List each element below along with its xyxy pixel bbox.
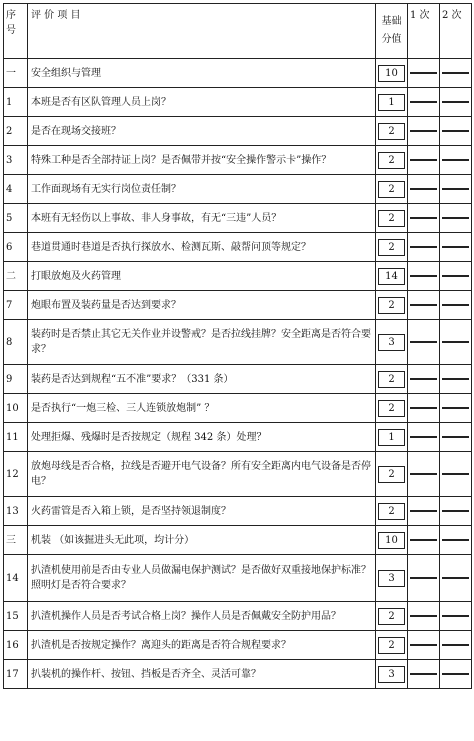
- table-row: [4, 59, 472, 88]
- row-score: 2: [378, 466, 405, 483]
- row-number: 14: [4, 555, 28, 602]
- table-row: [4, 320, 472, 365]
- row-count-1-box: [410, 275, 437, 277]
- row-count-2-cell: [440, 262, 472, 291]
- table-row: [4, 497, 472, 526]
- table-body: [4, 4, 472, 689]
- row-count-1-cell: [408, 204, 440, 233]
- row-count-2-box: [442, 673, 469, 675]
- row-number: 12: [4, 452, 28, 497]
- row-count-1-cell: [408, 117, 440, 146]
- row-count-2-box: [442, 510, 469, 512]
- row-score: 10: [378, 532, 405, 549]
- table-row: [4, 526, 472, 555]
- row-count-1-cell: [408, 365, 440, 394]
- table-row: [4, 602, 472, 631]
- row-score-cell: [376, 59, 408, 88]
- header-count-1: 1 次: [408, 4, 440, 59]
- row-number: 15: [4, 602, 28, 631]
- header-count-2: 2 次: [440, 4, 472, 59]
- row-count-2-box: [442, 304, 469, 306]
- table-row: [4, 146, 472, 175]
- row-count-1-cell: [408, 526, 440, 555]
- row-number: 11: [4, 423, 28, 452]
- row-count-1-box: [410, 615, 437, 617]
- table-row: [4, 660, 472, 689]
- row-count-2-box: [442, 615, 469, 617]
- row-count-1-box: [410, 473, 437, 475]
- row-count-2-box: [442, 473, 469, 475]
- row-count-1-box: [410, 341, 437, 343]
- row-score-cell: [376, 555, 408, 602]
- row-number: 4: [4, 175, 28, 204]
- header-score-line1: 基础: [381, 16, 402, 27]
- row-score-cell: [376, 660, 408, 689]
- row-score: 2: [378, 123, 405, 140]
- row-item: 装药是否达到规程“五不准”要求？（331 条）: [28, 365, 376, 394]
- row-count-1-cell: [408, 631, 440, 660]
- row-item: 火药雷管是否入箱上锁，是否坚持领退制度？: [28, 497, 376, 526]
- row-count-1-box: [410, 130, 437, 132]
- row-count-2-cell: [440, 497, 472, 526]
- row-count-1-cell: [408, 452, 440, 497]
- row-score: 2: [378, 400, 405, 417]
- row-count-2-cell: [440, 204, 472, 233]
- row-score-cell: [376, 497, 408, 526]
- row-count-2-box: [442, 188, 469, 190]
- row-item: 处理拒爆、残爆时是否按规定（规程 342 条）处理？: [28, 423, 376, 452]
- row-item: 放炮母线是否合格，拉线是否避开电气设备？所有安全距离内电气设备是否停电？: [28, 452, 376, 497]
- row-count-1-box: [410, 644, 437, 646]
- row-count-1-box: [410, 217, 437, 219]
- table-row: [4, 233, 472, 262]
- row-score-cell: [376, 394, 408, 423]
- row-count-1-box: [410, 510, 437, 512]
- table-row: [4, 423, 472, 452]
- row-score: 2: [378, 637, 405, 654]
- table-row: [4, 204, 472, 233]
- row-count-2-cell: [440, 452, 472, 497]
- row-number: 13: [4, 497, 28, 526]
- row-count-1-box: [410, 436, 437, 438]
- row-number: 二: [4, 262, 28, 291]
- table-row: [4, 555, 472, 602]
- row-count-2-cell: [440, 146, 472, 175]
- row-count-2-box: [442, 130, 469, 132]
- row-count-2-cell: [440, 291, 472, 320]
- row-count-2-box: [442, 72, 469, 74]
- row-score-cell: [376, 117, 408, 146]
- row-count-1-box: [410, 101, 437, 103]
- row-item: 特殊工种是否全部持证上岗？是否佩带并按“安全操作警示卡”操作？: [28, 146, 376, 175]
- row-count-2-box: [442, 341, 469, 343]
- row-score: 2: [378, 239, 405, 256]
- row-count-1-cell: [408, 497, 440, 526]
- row-item: 是否执行“一炮三检、三人连锁放炮制” ？: [28, 394, 376, 423]
- row-number: 一: [4, 59, 28, 88]
- row-item: 本班有无轻伤以上事故、非人身事故，有无“三违”人员？: [28, 204, 376, 233]
- row-count-1-cell: [408, 423, 440, 452]
- row-count-2-cell: [440, 59, 472, 88]
- row-count-1-box: [410, 246, 437, 248]
- row-score: 2: [378, 210, 405, 227]
- table-row: [4, 291, 472, 320]
- row-item: 扒渣机操作人员是否考试合格上岗？操作人员是否佩戴安全防护用品？: [28, 602, 376, 631]
- row-count-2-cell: [440, 631, 472, 660]
- row-score-cell: [376, 320, 408, 365]
- header-item: 评 价 项 目: [28, 4, 376, 59]
- row-number: 10: [4, 394, 28, 423]
- row-count-2-box: [442, 159, 469, 161]
- row-item: 扒渣机使用前是否由专业人员做漏电保护测试？是否做好双重接地保护标准？照明灯是否符合要求？: [28, 555, 376, 602]
- row-score: 2: [378, 181, 405, 198]
- row-item: 工作面现场有无实行岗位责任制？: [28, 175, 376, 204]
- row-number: 8: [4, 320, 28, 365]
- row-item: 打眼放炮及火药管理: [28, 262, 376, 291]
- table-row: [4, 88, 472, 117]
- row-score-cell: [376, 602, 408, 631]
- row-score: 10: [378, 65, 405, 82]
- table-row: [4, 262, 472, 291]
- row-score-cell: [376, 291, 408, 320]
- row-score: 2: [378, 503, 405, 520]
- header-score-line2: 分值: [381, 34, 402, 45]
- row-count-2-box: [442, 275, 469, 277]
- row-count-2-box: [442, 539, 469, 541]
- row-score-cell: [376, 262, 408, 291]
- row-count-2-box: [442, 217, 469, 219]
- table-row: [4, 365, 472, 394]
- row-count-2-cell: [440, 88, 472, 117]
- row-count-2-cell: [440, 602, 472, 631]
- row-count-2-box: [442, 436, 469, 438]
- row-count-2-cell: [440, 175, 472, 204]
- row-count-1-cell: [408, 394, 440, 423]
- row-count-2-cell: [440, 526, 472, 555]
- row-count-2-box: [442, 577, 469, 579]
- row-count-1-cell: [408, 88, 440, 117]
- row-count-2-cell: [440, 394, 472, 423]
- row-count-1-box: [410, 72, 437, 74]
- row-number: 3: [4, 146, 28, 175]
- row-count-2-cell: [440, 233, 472, 262]
- table-row: [4, 394, 472, 423]
- row-count-1-cell: [408, 320, 440, 365]
- table-row: [4, 452, 472, 497]
- row-count-1-cell: [408, 175, 440, 204]
- row-count-1-cell: [408, 602, 440, 631]
- row-item: 安全组织与管理: [28, 59, 376, 88]
- row-count-1-box: [410, 304, 437, 306]
- row-item: 装药时是否禁止其它无关作业并设警戒？是否拉线挂牌？安全距离是否符合要求？: [28, 320, 376, 365]
- row-count-1-cell: [408, 233, 440, 262]
- row-score: 1: [378, 94, 405, 111]
- table-row: [4, 117, 472, 146]
- row-item: 是否在现场交接班？: [28, 117, 376, 146]
- row-count-1-box: [410, 378, 437, 380]
- row-score-cell: [376, 423, 408, 452]
- row-number: 6: [4, 233, 28, 262]
- row-count-2-cell: [440, 320, 472, 365]
- row-score: 2: [378, 297, 405, 314]
- row-score-cell: [376, 146, 408, 175]
- row-count-1-box: [410, 407, 437, 409]
- row-score: 2: [378, 152, 405, 169]
- row-score-cell: [376, 631, 408, 660]
- row-count-2-cell: [440, 365, 472, 394]
- row-count-1-cell: [408, 291, 440, 320]
- row-count-1-cell: [408, 59, 440, 88]
- row-item: 扒装机的操作杆、按钮、挡板是否齐全、灵活可靠？: [28, 660, 376, 689]
- row-score: 3: [378, 334, 405, 351]
- row-item: 扒渣机是否按规定操作？离迎头的距离是否符合规程要求？: [28, 631, 376, 660]
- row-score-cell: [376, 175, 408, 204]
- row-item: 本班是否有区队管理人员上岗？: [28, 88, 376, 117]
- evaluation-table: [3, 3, 472, 689]
- row-count-1-box: [410, 188, 437, 190]
- row-score-cell: [376, 526, 408, 555]
- row-count-1-cell: [408, 660, 440, 689]
- header-row: [4, 4, 472, 59]
- table-row: [4, 631, 472, 660]
- row-count-2-cell: [440, 117, 472, 146]
- row-count-1-box: [410, 577, 437, 579]
- row-score: 2: [378, 371, 405, 388]
- row-number: 5: [4, 204, 28, 233]
- row-count-2-box: [442, 101, 469, 103]
- row-item: 炮眼布置及装药量是否达到要求？: [28, 291, 376, 320]
- row-count-2-box: [442, 407, 469, 409]
- row-score-cell: [376, 233, 408, 262]
- row-score: 14: [378, 268, 405, 285]
- row-count-2-box: [442, 246, 469, 248]
- row-number: 17: [4, 660, 28, 689]
- row-number: 9: [4, 365, 28, 394]
- row-score-cell: [376, 88, 408, 117]
- row-count-2-box: [442, 378, 469, 380]
- header-no: 序号: [4, 4, 28, 59]
- row-count-1-box: [410, 159, 437, 161]
- row-count-2-cell: [440, 555, 472, 602]
- row-number: 7: [4, 291, 28, 320]
- row-count-1-box: [410, 673, 437, 675]
- row-count-1-cell: [408, 262, 440, 291]
- row-score: 3: [378, 666, 405, 683]
- row-number: 三: [4, 526, 28, 555]
- table-row: [4, 175, 472, 204]
- row-number: 2: [4, 117, 28, 146]
- row-item: 机装 （如该掘进头无此项，均计分）: [28, 526, 376, 555]
- row-count-2-cell: [440, 423, 472, 452]
- row-count-2-cell: [440, 660, 472, 689]
- row-score: 1: [378, 429, 405, 446]
- row-number: 1: [4, 88, 28, 117]
- row-item: 巷道贯通时巷道是否执行探放水、检测瓦斯、敲帮问顶等规定？: [28, 233, 376, 262]
- row-count-1-cell: [408, 555, 440, 602]
- row-count-1-cell: [408, 146, 440, 175]
- row-score: 2: [378, 608, 405, 625]
- row-count-2-box: [442, 644, 469, 646]
- row-score-cell: [376, 365, 408, 394]
- row-count-1-box: [410, 539, 437, 541]
- row-number: 16: [4, 631, 28, 660]
- header-score: [376, 4, 408, 59]
- row-score-cell: [376, 452, 408, 497]
- row-score: 3: [378, 570, 405, 587]
- row-score-cell: [376, 204, 408, 233]
